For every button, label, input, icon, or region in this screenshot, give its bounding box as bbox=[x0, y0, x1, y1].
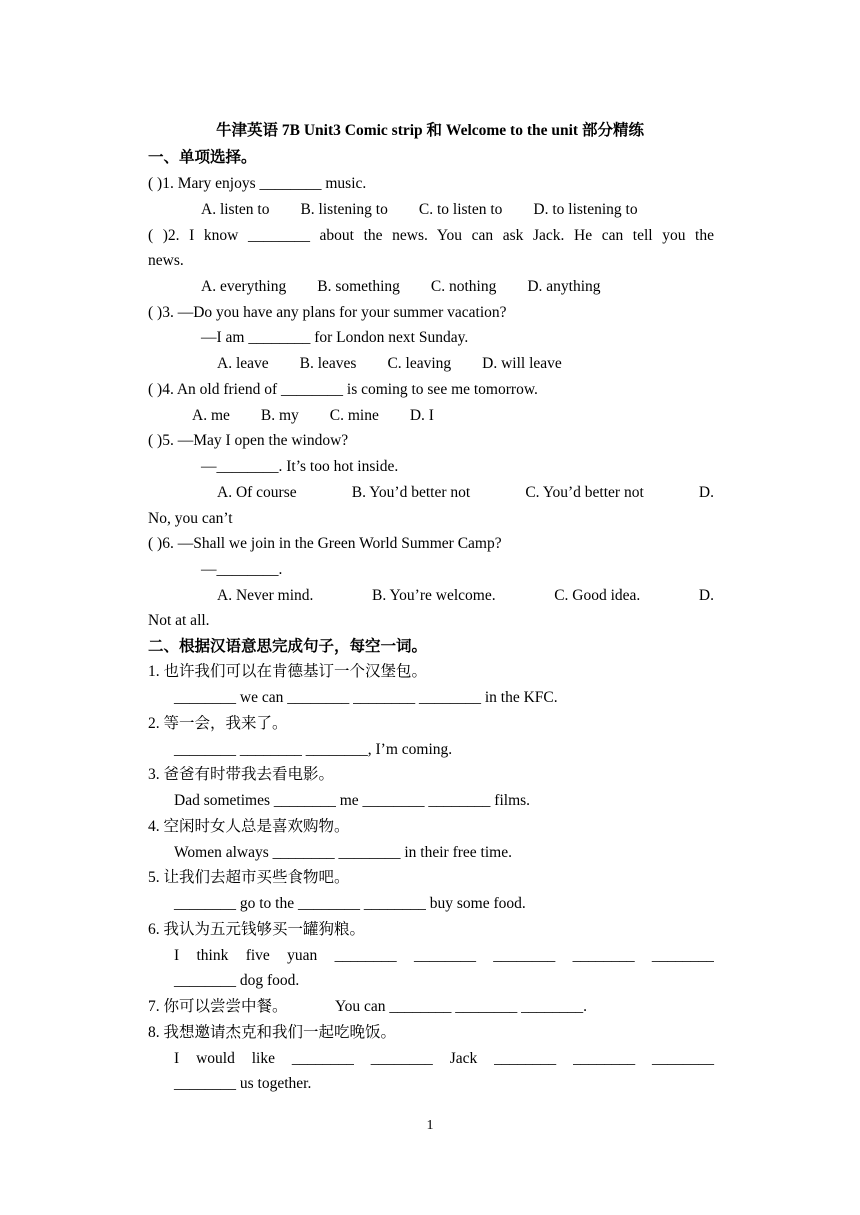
option-b: B. You’d better not bbox=[351, 484, 471, 501]
question-2-stem-cont: news. bbox=[148, 252, 184, 269]
blank: ________ bbox=[370, 1050, 433, 1067]
translation-3-english: Dad sometimes ________ me ________ ________ films. bbox=[174, 792, 531, 809]
word: like bbox=[251, 1050, 275, 1067]
translation-1-english: ________ we can ________ ________ ________ in the KFC. bbox=[174, 689, 558, 706]
translation-6-english bbox=[174, 946, 714, 966]
page-number: 1 bbox=[426, 1118, 434, 1133]
question-3-stem: ( )3. —Do you have any plans for your summer vacation? bbox=[148, 304, 507, 321]
blank: ________ bbox=[572, 947, 635, 964]
question-2-options: A. everything B. something C. nothing D. anything bbox=[201, 278, 601, 295]
option-d: D. bbox=[698, 484, 714, 501]
blank: ________ bbox=[334, 947, 397, 964]
blank: ________ bbox=[573, 1050, 636, 1067]
question-6-line2: —________. bbox=[201, 561, 283, 578]
question-5-options-cont: No, you can’t bbox=[148, 510, 233, 527]
translation-1-chinese: 1. 也许我们可以在肯德基订一个汉堡包。 bbox=[148, 663, 428, 680]
word: would bbox=[196, 1050, 235, 1067]
translation-7-chinese: 7. 你可以尝尝中餐。 bbox=[148, 998, 288, 1015]
blank: ________ bbox=[494, 1050, 557, 1067]
question-5-line2: —________. It’s too hot inside. bbox=[201, 458, 399, 475]
blank: ________ bbox=[291, 1050, 354, 1067]
translation-3-chinese: 3. 爸爸有时带我去看电影。 bbox=[148, 766, 335, 783]
word: five bbox=[245, 947, 270, 964]
translation-5-english: ________ go to the ________ ________ buy some food. bbox=[174, 895, 526, 912]
section-heading-translation: 二、根据汉语意思完成句子，每空一词。 bbox=[148, 638, 428, 655]
blank: ________ bbox=[651, 947, 714, 964]
word: yuan bbox=[287, 947, 318, 964]
word: Jack bbox=[449, 1050, 478, 1067]
section-heading-multiple-choice: 一、单项选择。 bbox=[148, 149, 257, 166]
question-3-line2: —I am ________ for London next Sunday. bbox=[201, 329, 469, 346]
option-a: A. Of course bbox=[217, 484, 297, 501]
question-3-options: A. leave B. leaves C. leaving D. will leave bbox=[217, 355, 562, 372]
translation-8-english-cont: ________ us together. bbox=[174, 1075, 312, 1092]
question-1-options: A. listen to B. listening to C. to listen to D. to listening to bbox=[201, 201, 638, 218]
option-d: D. bbox=[698, 587, 714, 604]
translation-7-english: You can ________ ________ ________. bbox=[335, 998, 588, 1015]
word: I bbox=[174, 1050, 180, 1067]
translation-6-english-cont: ________ dog food. bbox=[174, 972, 300, 989]
option-c: C. Good idea. bbox=[554, 587, 641, 604]
option-a: A. Never mind. bbox=[217, 587, 314, 604]
translation-6-chinese: 6. 我认为五元钱够买一罐狗粮。 bbox=[148, 921, 366, 938]
blank: ________ bbox=[651, 1050, 714, 1067]
question-6-options-cont: Not at all. bbox=[148, 612, 210, 629]
translation-2-chinese: 2. 等一会，我来了。 bbox=[148, 715, 288, 732]
option-c: C. You’d better not bbox=[525, 484, 644, 501]
option-b: B. You’re welcome. bbox=[372, 587, 496, 604]
blank: ________ bbox=[493, 947, 556, 964]
translation-4-english: Women always ________ ________ in their free time. bbox=[174, 844, 512, 861]
question-4-options: A. me B. my C. mine D. I bbox=[192, 407, 434, 424]
translation-5-chinese: 5. 让我们去超市买些食物吧。 bbox=[148, 869, 350, 886]
page-title: 牛津英语 7B Unit3 Comic strip 和 Welcome to the unit 部分精练 bbox=[216, 122, 644, 139]
word: I bbox=[174, 947, 180, 964]
question-5-options bbox=[217, 483, 714, 503]
question-6-options bbox=[217, 586, 714, 606]
translation-8-english bbox=[174, 1049, 714, 1069]
question-5-stem: ( )5. —May I open the window? bbox=[148, 432, 349, 449]
question-6-stem: ( )6. —Shall we join in the Green World Summer Camp? bbox=[148, 535, 502, 552]
question-4-stem: ( )4. An old friend of ________ is coming to see me tomorrow. bbox=[148, 381, 538, 398]
translation-2-english: ________ ________ ________, I’m coming. bbox=[174, 741, 453, 758]
word: think bbox=[196, 947, 229, 964]
translation-4-chinese: 4. 空闲时女人总是喜欢购物。 bbox=[148, 818, 350, 835]
translation-8-chinese: 8. 我想邀请杰克和我们一起吃晚饭。 bbox=[148, 1024, 397, 1041]
blank: ________ bbox=[413, 947, 476, 964]
question-2-stem: ( )2. I know ________ about the news. You can ask Jack. He can tell you the bbox=[148, 227, 714, 244]
question-1-stem: ( )1. Mary enjoys ________ music. bbox=[148, 175, 367, 192]
